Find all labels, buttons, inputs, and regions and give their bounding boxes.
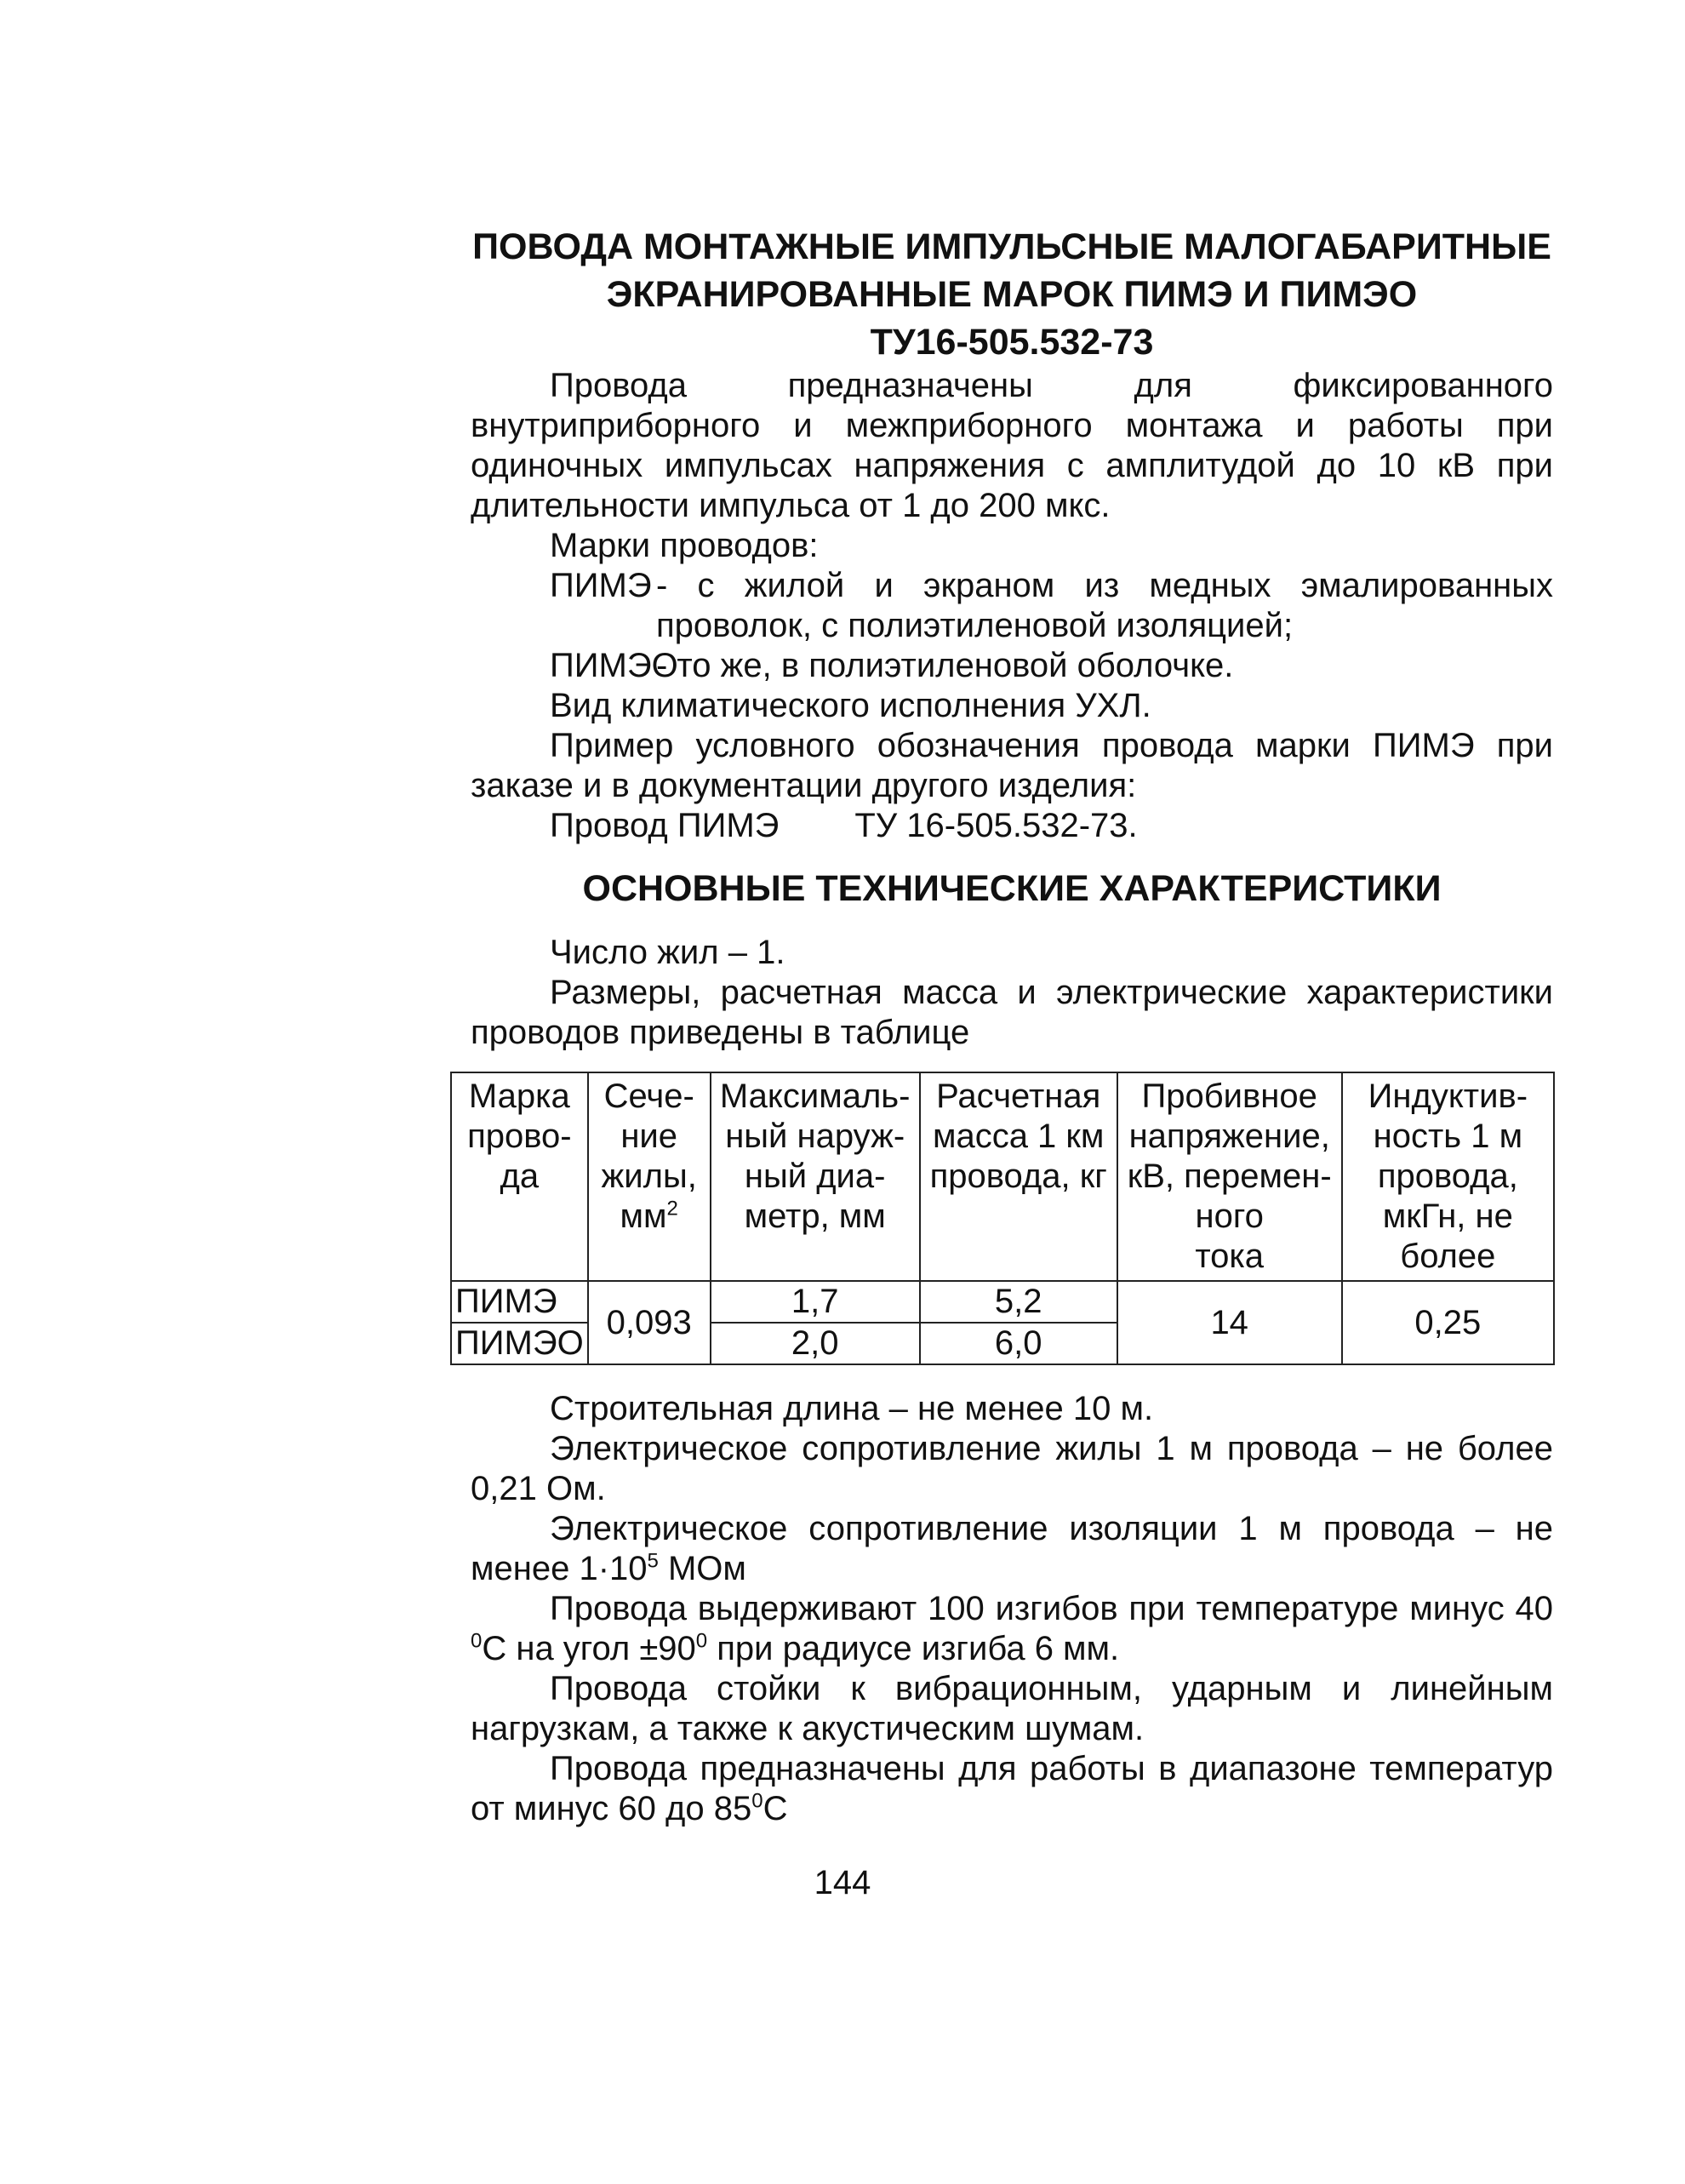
header-section: Сече- ние жилы, $мм^2$	[588, 1072, 711, 1281]
cell-voltage: 14	[1117, 1281, 1342, 1364]
brands-label: Марки проводов:	[550, 527, 819, 564]
cell-inductance: 0,25	[1342, 1281, 1554, 1364]
header-mass: Расчетная масса 1 км провода, кг	[920, 1072, 1117, 1281]
table-header-row	[451, 1072, 1554, 1281]
document-page	[455, 223, 1553, 1829]
temperature-text: Провода предназначены для работы в диапазоне температур от минус 60 до $85^0С$	[471, 1750, 1553, 1827]
intro-paragraph: Провода предназначены для фиксированного внутриприборного и межприборного монтажа и работы при одиночных импульсах напряжения с амплитудой до 10 кВ при длительности импульса от 1 до 200 мкс.	[471, 367, 1553, 524]
header-brand: Марка прово- да	[451, 1072, 588, 1281]
vibration-text: Провода стойки к вибрационным, ударным и линейным нагрузкам, а также к акустическим шумам.	[471, 1670, 1553, 1747]
cell-mass: 6,0	[920, 1323, 1117, 1364]
example-text: Пример условного обозначения провода марки ПИМЭ при заказе и в документации другого изделия:	[471, 727, 1553, 804]
spec-table	[450, 1072, 1555, 1365]
cell-brand: ПИМЭ	[451, 1281, 588, 1323]
title-spec-number: ТУ16-505.532-73	[870, 322, 1154, 363]
header-inductance: Индуктив- ность 1 м провода, мкГн, не более	[1342, 1072, 1554, 1281]
cell-brand: ПИМЭО	[451, 1323, 588, 1364]
page-number: 144	[814, 1864, 871, 1901]
cell-mass: 5,2	[920, 1281, 1117, 1323]
cell-section: 0,093	[588, 1281, 711, 1364]
brand-name: ПИМЭО	[550, 647, 678, 684]
title-line-1: ПОВОДА МОНТАЖНЫЕ ИМПУЛЬСНЫЕ МАЛОГАБАРИТНЫЕ	[472, 226, 1551, 267]
brand-description: - то же, в полиэтиленовой оболочке.	[656, 647, 1234, 684]
brand-name: ПИМЭ	[550, 567, 652, 604]
brand-item	[471, 566, 1553, 646]
climate-text: Вид климатического исполнения УХЛ.	[550, 687, 1151, 724]
example-designation: Провод ПИМЭ ТУ 16-505.532-73.	[550, 807, 1138, 844]
table-intro: Размеры, расчетная масса и электрические характеристики проводов приведены в таблице	[471, 974, 1553, 1051]
brand-description: - с жилой и экраном из медных эмалированных проволок, с полиэтиленовой изоляцией;	[656, 567, 1553, 644]
length-text: Строительная длина – не менее 10 м.	[550, 1390, 1154, 1427]
header-voltage: Пробивное напряжение, кВ, перемен- ного тока	[1117, 1072, 1342, 1281]
title-line-2: ЭКРАНИРОВАННЫЕ МАРОК ПИМЭ И ПИМЭО	[606, 274, 1418, 315]
table-row	[451, 1281, 1554, 1323]
bends-text: Провода выдерживают 100 изгибов при температуре минус 40 $^0$С на угол $\pm 90^0$ при радиусе изгиба 6 мм.	[471, 1590, 1553, 1667]
cell-diameter: 2,0	[711, 1323, 920, 1364]
insulation-resistance-text: Электрическое сопротивление изоляции 1 м провода – не менее $1\cdot 10^5$ МОм	[471, 1510, 1553, 1587]
brand-item	[471, 646, 1553, 686]
header-diameter: Максималь- ный наруж- ный диа- метр, мм	[711, 1072, 920, 1281]
cores-count: Число жил – 1.	[550, 934, 785, 971]
cell-diameter: 1,7	[711, 1281, 920, 1323]
section-title: ОСНОВНЫЕ ТЕХНИЧЕСКИЕ ХАРАКТЕРИСТИКИ	[582, 868, 1442, 909]
core-resistance-text: Электрическое сопротивление жилы 1 м провода – не более 0,21 Ом.	[471, 1430, 1553, 1507]
